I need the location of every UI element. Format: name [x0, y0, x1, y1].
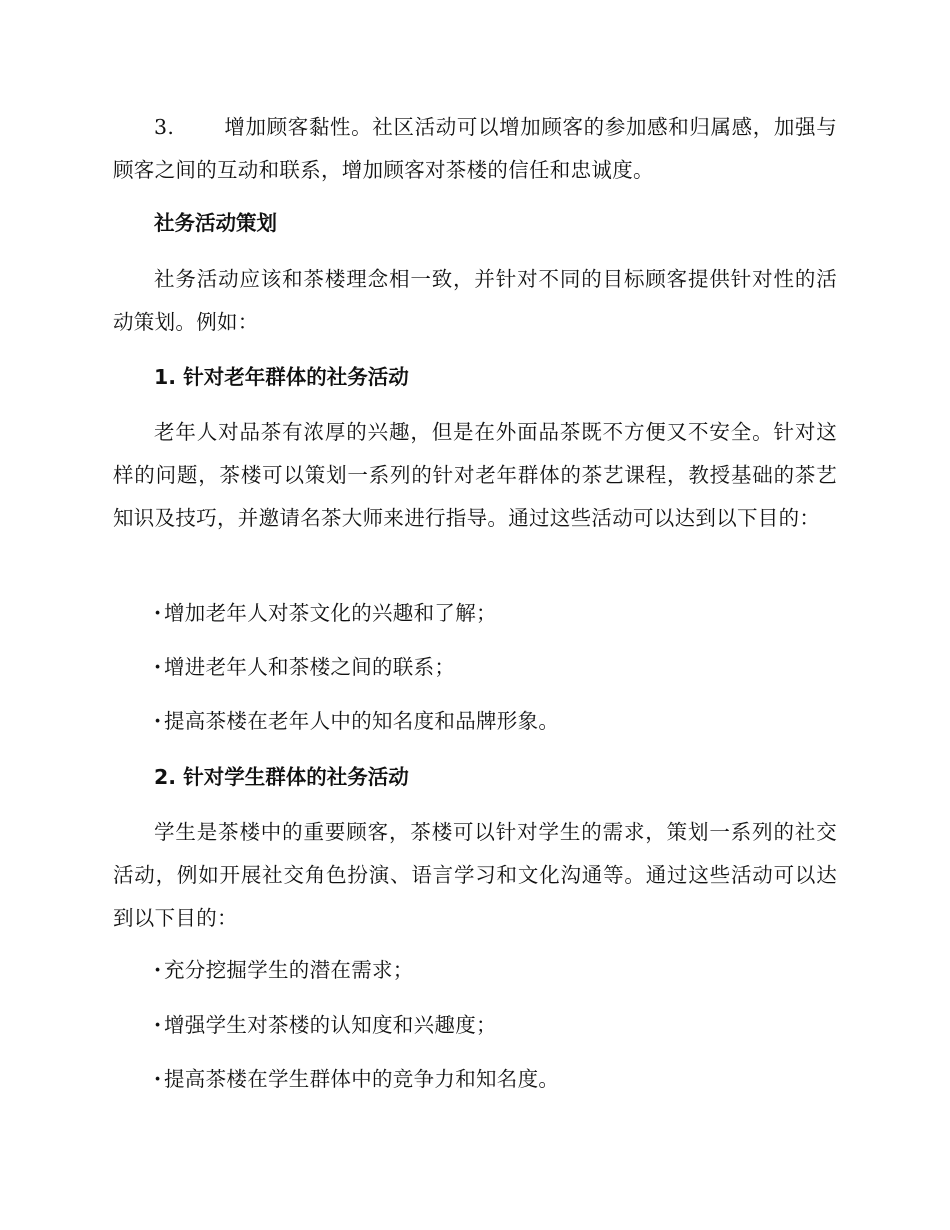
bullet-dot: ·	[154, 958, 162, 982]
list-item-3	[113, 106, 837, 192]
bullet-text: 增加老年人对茶文化的兴趣和了解；	[164, 601, 497, 625]
bullet-dot: ·	[154, 1013, 162, 1037]
bullet-item	[154, 1064, 559, 1094]
bullet-item	[154, 1010, 497, 1040]
bullet-text: 提高茶楼在老年人中的知名度和品牌形象。	[164, 709, 560, 733]
section-heading: 社务活动策划	[154, 211, 277, 235]
bullet-item	[154, 598, 497, 628]
list-item-text: 增加顾客黏性。社区活动可以增加顾客的参加感和归属感，加强与顾客之间的互动和联系，增加顾客对茶楼的信任和忠诚度。	[113, 115, 837, 182]
bullet-item	[154, 652, 455, 682]
intro-paragraph: 社务活动应该和茶楼理念相一致，并针对不同的目标顾客提供针对性的活动策划。例如：	[113, 267, 837, 334]
bullet-text: 增强学生对茶楼的认知度和兴趣度；	[164, 1013, 497, 1037]
subsection-heading-elderly: 1. 针对老年群体的社务活动	[154, 365, 409, 389]
bullet-item	[154, 955, 414, 985]
bullet-dot: ·	[154, 601, 162, 625]
bullet-text: 提高茶楼在学生群体中的竞争力和知名度。	[164, 1067, 560, 1091]
subsection-body-students: 学生是茶楼中的重要顾客，茶楼可以针对学生的需求，策划一系列的社交活动，例如开展社交角色扮演、语言学习和文化沟通等。通过这些活动可以达到以下目的：	[113, 820, 837, 930]
bullet-dot: ·	[154, 1067, 162, 1091]
subsection-heading-students: 2. 针对学生群体的社务活动	[154, 765, 409, 789]
subsection-body-elderly: 老年人对品茶有浓厚的兴趣，但是在外面品茶既不方便又不安全。针对这样的问题，茶楼可以策划一系列的针对老年群体的茶艺课程，教授基础的茶艺知识及技巧，并邀请名茶大师来进行指导。通过这些活动可以达到以下目的：	[113, 420, 837, 530]
bullet-item	[154, 706, 559, 736]
list-item-number: 3.	[154, 115, 175, 139]
bullet-text: 充分挖掘学生的潜在需求；	[164, 958, 414, 982]
bullet-text: 增进老年人和茶楼之间的联系；	[164, 655, 456, 679]
bullet-dot: ·	[154, 709, 162, 733]
bullet-dot: ·	[154, 655, 162, 679]
